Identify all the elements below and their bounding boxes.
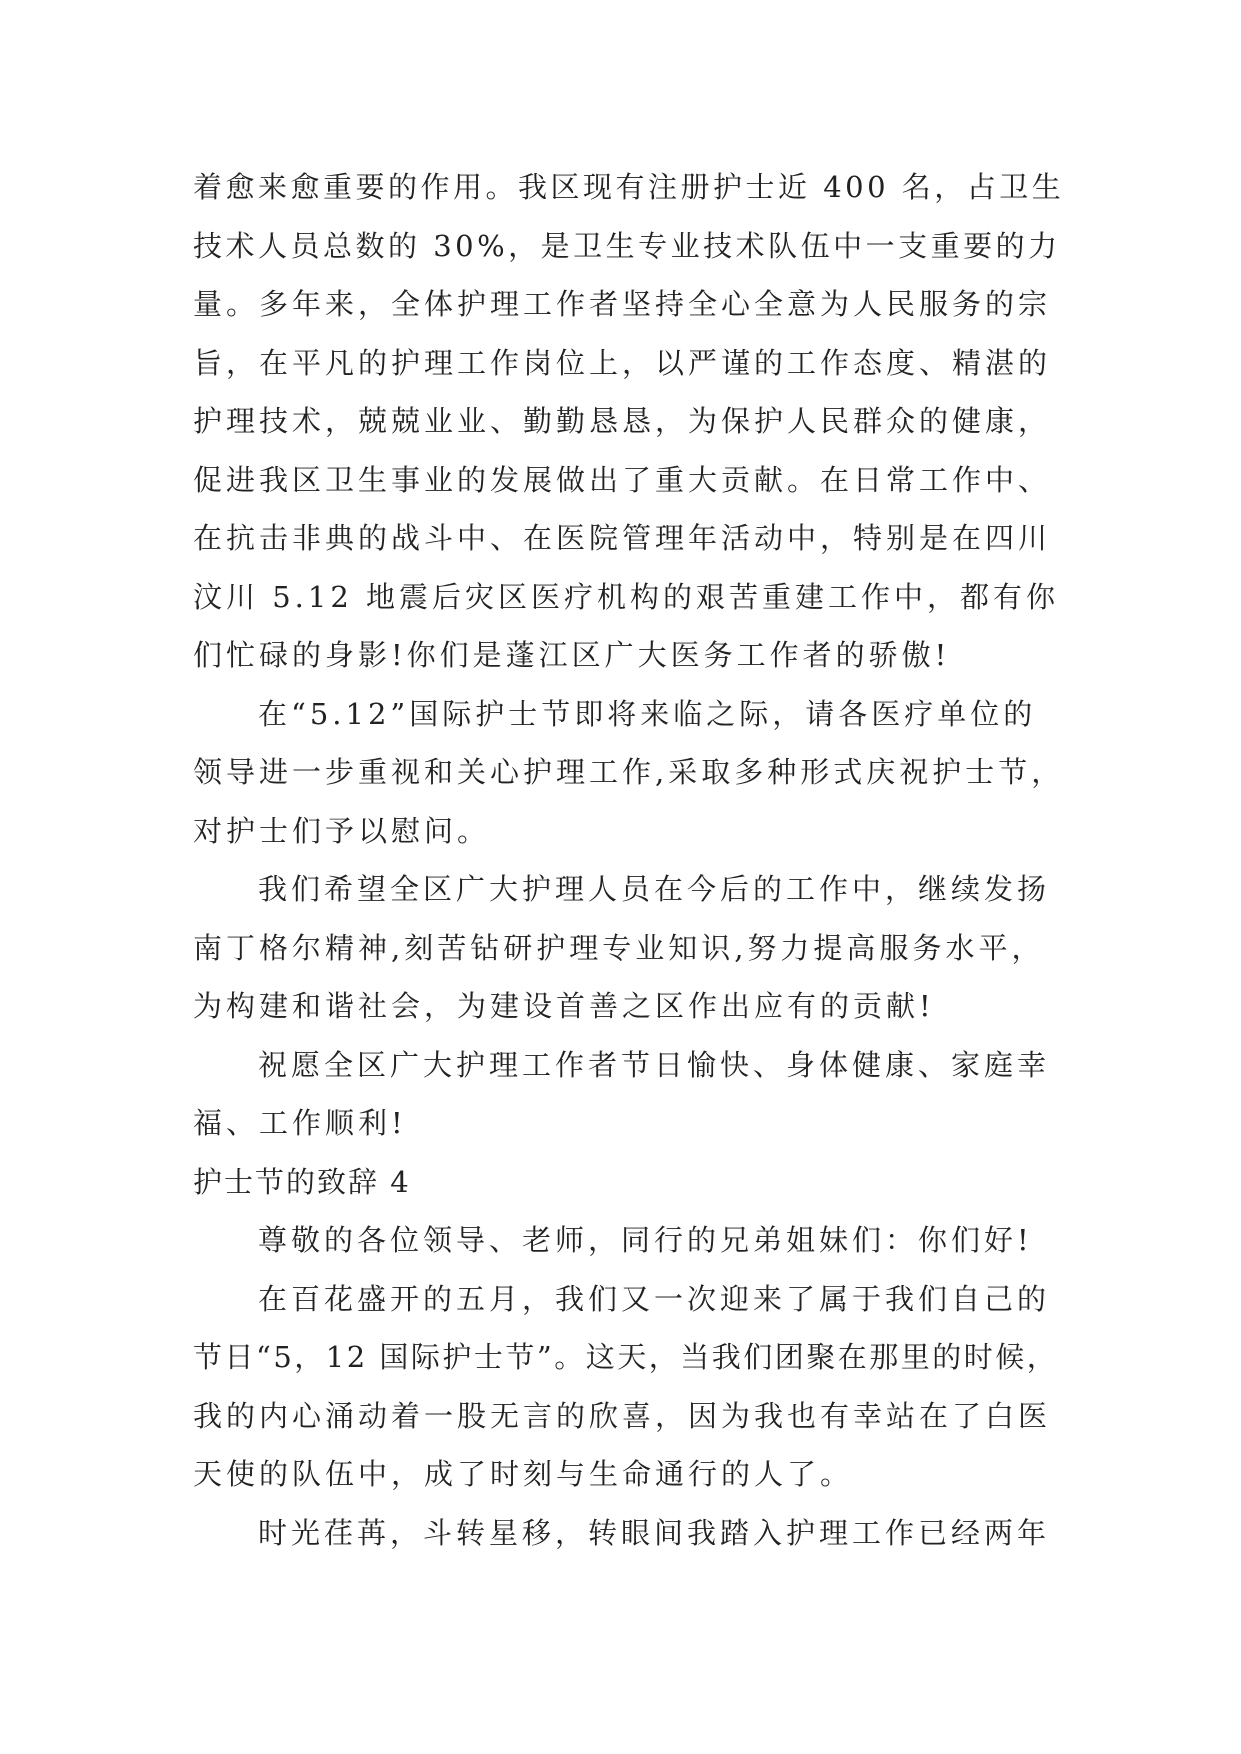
text-line: 在“5.12”国际护士节即将来临之际，请各医疗单位的: [258, 696, 1037, 731]
section-heading: 护士节的致辞 4: [193, 1164, 411, 1199]
text-line: 着愈来愈重要的作用。我区现有注册护士近 400 名，占卫生: [193, 170, 1065, 204]
text-line: 祝愿全区广大护理工作者节日愉快、身体健康、家庭幸: [258, 1047, 1051, 1082]
text-line: 们忙碌的身影!你们是蓬江区广大医务工作者的骄傲!: [193, 638, 951, 672]
text-line: 量。多年来，全体护理工作者坚持全心全意为人民服务的宗: [193, 287, 1052, 321]
text-line: 在抗击非典的战斗中、在医院管理年活动中，特别是在四川: [193, 521, 1052, 555]
text-line: 领导进一步重视和关心护理工作,采取多种形式庆祝护士节，: [193, 755, 1065, 789]
text-line: 旨，在平凡的护理工作岗位上，以严谨的工作态度、精湛的: [193, 345, 1052, 380]
text-line: 时光荏苒，斗转星移，转眼间我踏入护理工作已经两年: [258, 1515, 1051, 1550]
text-line: 福、工作顺利!: [193, 1106, 407, 1140]
text-line: 汶川 5.12 地震后灾区医疗机构的艰苦重建工作中，都有你: [193, 579, 1060, 614]
document-body: [193, 158, 1068, 1562]
text-line: 我们希望全区广大护理人员在今后的工作中，继续发扬: [258, 872, 1051, 906]
text-line: 节日“5，12 国际护士节”。这天，当我们团聚在那里的时候，: [193, 1340, 1059, 1374]
text-line: 在百花盛开的五月，我们又一次迎来了属于我们自己的: [258, 1281, 1051, 1316]
text-line: 尊敬的各位领导、老师，同行的兄弟姐妹们：你们好!: [258, 1223, 1033, 1257]
text-line: 我的内心涌动着一股无言的欣喜，因为我也有幸站在了白医: [193, 1398, 1052, 1433]
text-line: 对护士们予以慰问。: [193, 813, 491, 848]
text-line: 天使的队伍中，成了时刻与生命通行的人了。: [193, 1457, 854, 1491]
text-line: 促进我区卫生事业的发展做出了重大贡献。在日常工作中、: [193, 462, 1052, 497]
text-line: 技术人员总数的 30%，是卫生专业技术队伍中一支重要的力: [193, 228, 1061, 263]
text-line: 护理技术，兢兢业业、勤勤恳恳，为保护人民群众的健康，: [193, 404, 1052, 438]
text-line: 为构建和谐社会，为建设首善之区作出应有的贡献!: [193, 989, 935, 1023]
text-line: 南丁格尔精神,刻苦钻研护理专业知识,努力提高服务水平，: [193, 930, 1045, 965]
